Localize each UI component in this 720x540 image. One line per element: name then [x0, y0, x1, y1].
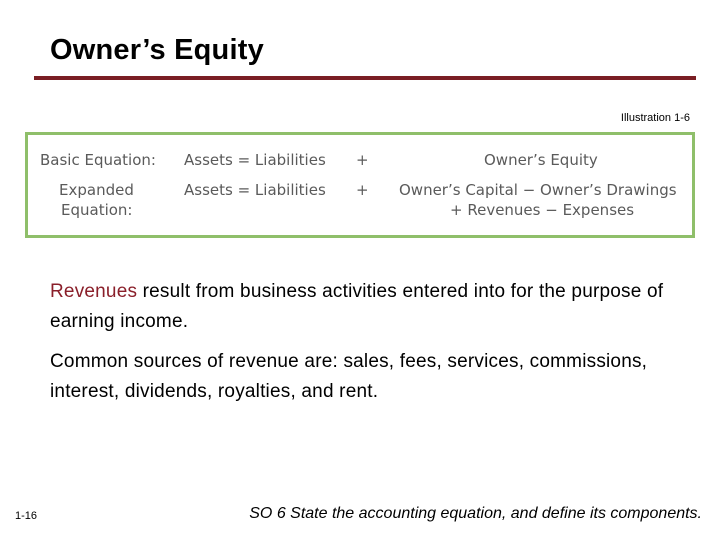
basic-equation-left: Assets = Liabilities	[184, 151, 326, 169]
illustration-label: Illustration 1-6	[620, 112, 690, 124]
revenue-sources-text: are: sales, fees, services, commissions, interest, dividends, royalties, and rent.	[50, 351, 648, 402]
expanded-equation-label-line2: Equation:	[61, 201, 133, 219]
revenues-definition	[50, 277, 690, 337]
revenues-term: Revenues	[50, 281, 138, 302]
basic-equation-label: Basic Equation:	[40, 151, 156, 169]
basic-equation-plus: +	[356, 151, 369, 169]
revenues-definition-text: result from business activities entered into for the purpose of earning income.	[50, 281, 664, 332]
slide-title: Owner’s Equity	[50, 34, 264, 66]
slide-number: 1-16	[15, 510, 38, 522]
accounting-equation-box	[25, 132, 695, 238]
basic-equation-right: Owner’s Equity	[484, 151, 598, 169]
expanded-equation-label-line1: Expanded	[59, 181, 134, 199]
revenue-sources	[50, 347, 690, 407]
expanded-equation-left: Assets = Liabilities	[184, 181, 326, 199]
expanded-equation-right-line1: Owner’s Capital − Owner’s Drawings	[399, 181, 677, 199]
revenue-sources-term: Common sources of revenue	[50, 351, 299, 372]
study-objective: SO 6 State the accounting equation, and define its components.	[249, 505, 702, 522]
expanded-equation-right-line2: + Revenues − Expenses	[450, 201, 635, 219]
expanded-equation-plus: +	[356, 181, 369, 199]
title-divider	[34, 76, 696, 80]
